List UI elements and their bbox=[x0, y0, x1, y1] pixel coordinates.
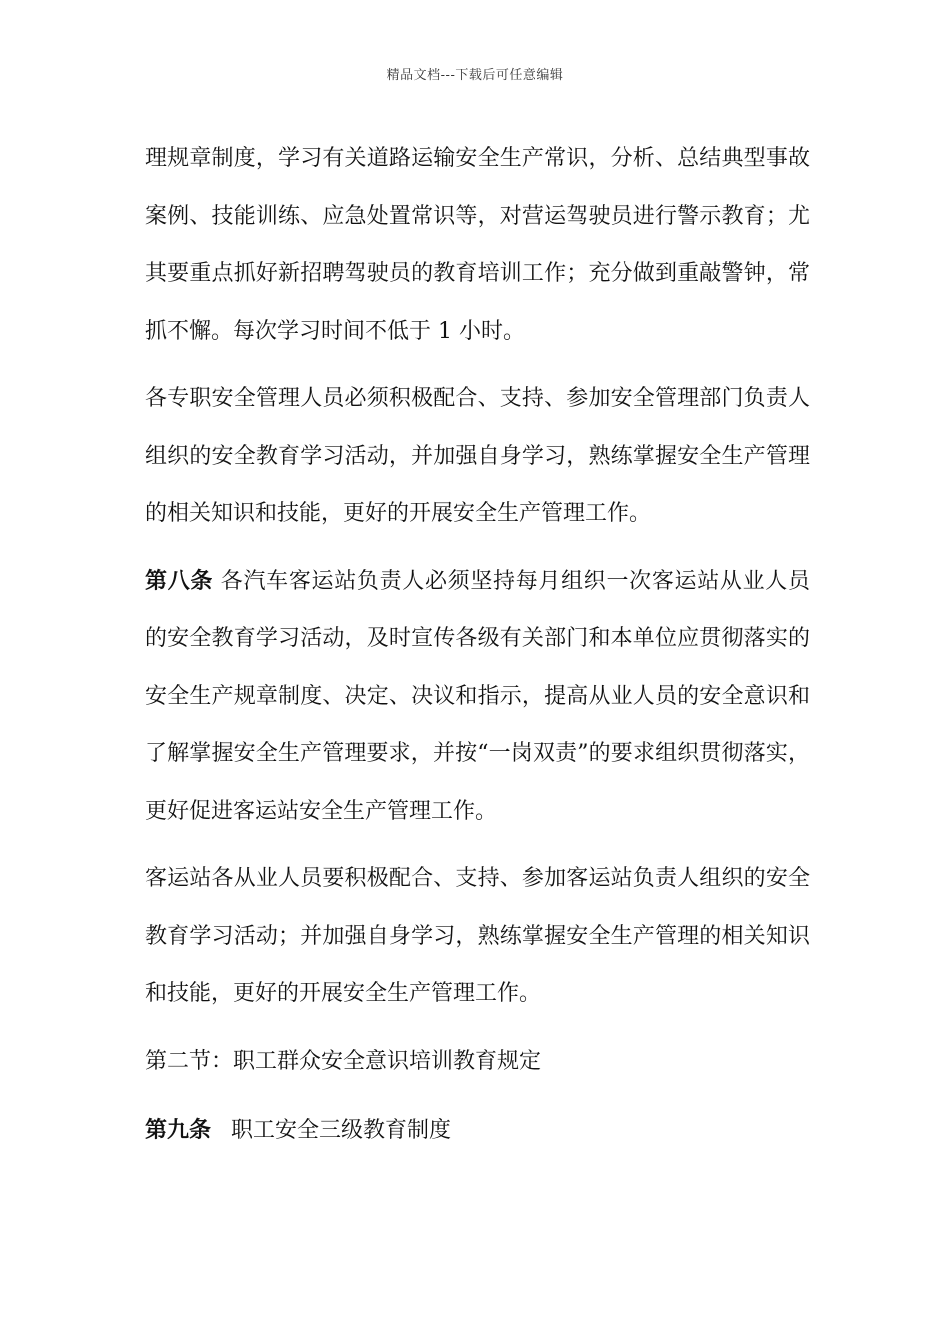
section-heading-2: 第二节：职工群众安全意识培训教育规定 bbox=[145, 1048, 542, 1074]
paragraph-station-staff: 客运站各从业人员要积极配合、支持、参加客运站负责人组织的安全教育学习活动；并加强自身学习，熟练掌握安全生产管理的相关知识和技能，更好的开展安全生产管理工作。 bbox=[145, 866, 810, 1006]
page-header: 精品文档---下载后可任意编辑 bbox=[386, 68, 564, 83]
article-9-label: 第九条 bbox=[145, 1117, 212, 1143]
paragraph-safety-managers: 各专职安全管理人员必须积极配合、支持、参加安全管理部门负责人组织的安全教育学习活动，并加强自身学习，熟练掌握安全生产管理的相关知识和技能，更好的开展安全生产管理工作。 bbox=[145, 386, 810, 526]
article-9-text: 职工安全三级教育制度 bbox=[231, 1118, 452, 1143]
paragraph-article-8 bbox=[145, 553, 810, 841]
paragraph-article-9 bbox=[145, 1102, 810, 1160]
article-8-text: 各汽车客运站负责人必须坚持每月组织一次客运站从业人员的安全教育学习活动，及时宣传各级有关部门和本单位应贯彻落实的安全生产规章制度、决定、决议和指示，提高从业人员的安全意识和了解掌握安全生产管理要求，并按“一岗双责”的要求组织贯彻落实，更好促进客运站安全生产管理工作。 bbox=[145, 568, 810, 824]
article-8-label: 第八条 bbox=[145, 567, 214, 594]
paragraph-training-content: 理规章制度，学习有关道路运输安全生产常识，分析、总结典型事故案例、技能训练、应急处置常识等，对营运驾驶员进行警示教育；尤其要重点抓好新招聘驾驶员的教育培训工作；充分做到重敲警钟，常抓不懈。每次学习时间不低于 1 小时。 bbox=[145, 146, 810, 344]
document-body bbox=[145, 130, 810, 1170]
